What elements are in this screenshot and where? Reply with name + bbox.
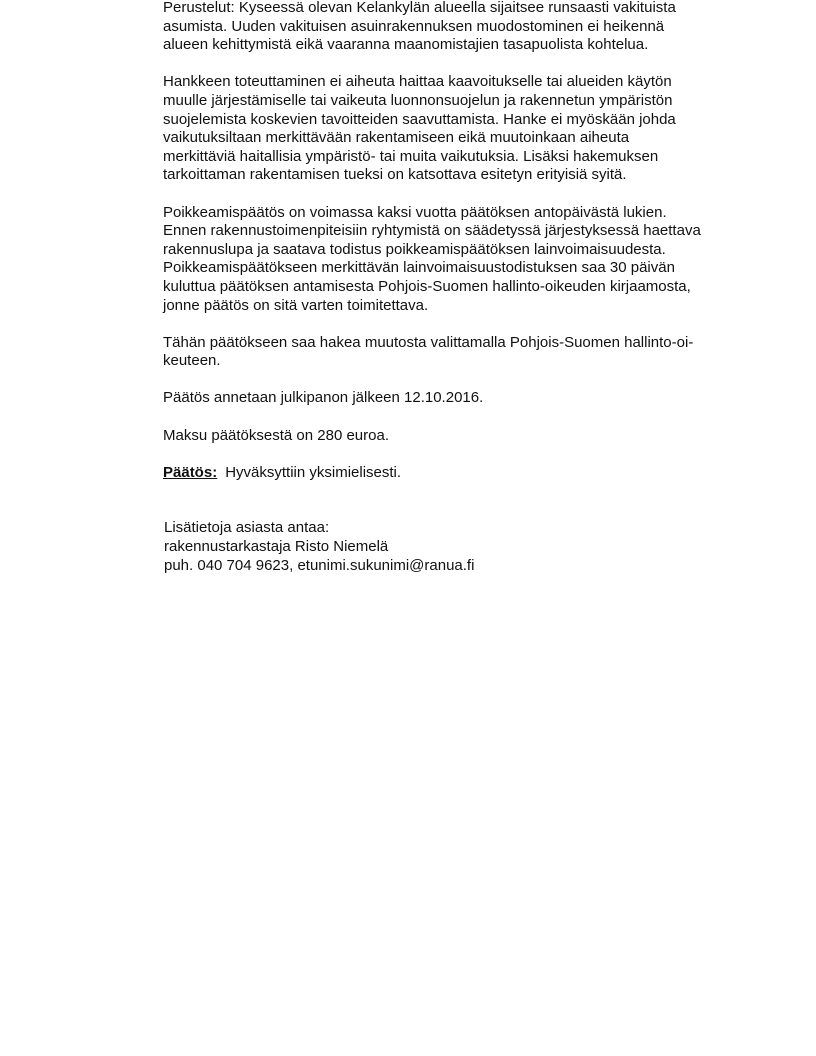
paragraph [163,0,763,55]
paragraph [163,204,763,316]
text-line: muulle järjestämiselle tai vaikeuta luonnonsuojelun ja rakennetun ympäristön [163,91,673,109]
text-line: alueen kehittymistä eikä vaaranna maanomistajien tasapuolista kohtelua. [163,36,649,54]
contact-info [163,519,763,575]
text-line: tarkoittaman rakentamisen tueksi on katsottava esitetyn erityisiä syitä. [163,166,627,184]
contact-line: Lisätietoja asiasta antaa: [164,519,330,537]
text-line: Tähän päätökseen saa hakea muutosta valittamalla Pohjois-Suomen hallinto-oi- [163,333,694,351]
text-line: Poikkeamispäätös on voimassa kaksi vuotta päätöksen antopäivästä lukien. [163,203,667,221]
text-line: asumista. Uuden vakituisen asuinrakennuksen muodostominen ei heikennä [163,17,665,35]
text-line: suojelemista koskevien tavoitteiden saavuttamista. Hanke ei myöskään johda [163,110,676,128]
text-line: keuteen. [163,352,221,370]
paragraph [163,427,763,446]
decision-label: Päätös: [163,463,218,481]
text-line: Ennen rakennustoimenpiteisiin ryhtymistä on säädetyssä järjestyksessä haettava [163,222,701,240]
text-line: rakennuslupa ja saatava todistus poikkeamispäätöksen lainvoimaisuudesta. [163,240,666,258]
contact-line: puh. 040 704 9623, etunimi.sukunimi@ranua.fi [164,556,475,574]
text-line: kuluttua päätöksen antamisesta Pohjois-Suomen hallinto-oikeuden kirjaamosta, [163,277,691,295]
document-page [163,0,763,575]
text-line: Päätös annetaan julkipanon jälkeen 12.10.2016. [163,389,484,407]
decision-text: Hyväksyttiin yksimielisesti. [225,463,402,481]
document-body [163,0,763,445]
text-line: Hankkeen toteuttaminen ei aiheuta haittaa kaavoitukselle tai alueiden käytön [163,73,672,91]
text-line: vaikutuksiltaan merkittävään rakentamiseen eikä muutoinkaan aiheuta [163,129,630,147]
paragraph [163,334,763,371]
text-line: jonne päätös on sitä varten toimitettava. [163,296,429,314]
text-line: Maksu päätöksestä on 280 euroa. [163,426,389,444]
text-line: merkittäviä haitallisia ympäristö- tai muita vaikutuksia. Lisäksi hakemuksen [163,147,659,165]
text-line: Poikkeamispäätökseen merkittävän lainvoimaisuustodistuksen saa 30 päivän [163,259,675,277]
contact-line: rakennustarkastaja Risto Niemelä [164,538,389,556]
decision [163,464,763,483]
paragraph [163,389,763,408]
paragraph [163,73,763,185]
text-line: Perustelut: Kyseessä olevan Kelankylän alueella sijaitsee runsaasti vakituista [163,0,676,16]
